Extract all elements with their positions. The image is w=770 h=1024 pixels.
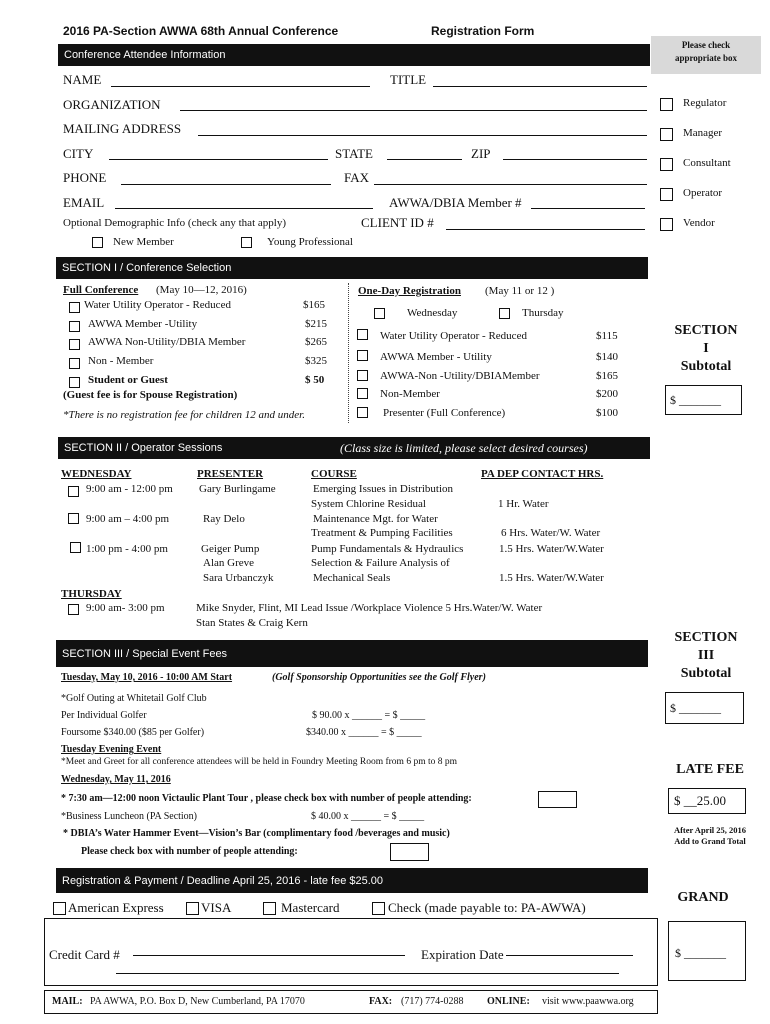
one-day-dates: (May 11 or 12 )	[485, 285, 555, 297]
wednesday-label: Wednesday	[407, 307, 458, 319]
golf-sponsorship-note: (Golf Sponsorship Opportunities see the Golf Flyer)	[272, 672, 486, 683]
full-conference-dates: (May 10—12, 2016)	[156, 284, 247, 296]
guest-fee-note: (Guest fee is for Spouse Registration)	[63, 389, 238, 401]
state-label: STATE	[335, 146, 373, 161]
client-id-label: CLIENT ID #	[361, 215, 434, 230]
payment-bar: Registration & Payment / Deadline April 25, 2016 - late fee $25.00	[56, 868, 648, 893]
conference-title: 2016 PA-Section AWWA 68th Annual Conference	[63, 24, 339, 38]
course-heading: COURSE	[311, 468, 357, 480]
online-url[interactable]: visit www.paawwa.org	[542, 996, 634, 1007]
wednesday-heading: WEDNESDAY	[61, 468, 132, 480]
member-number-label: AWWA/DBIA Member #	[389, 195, 522, 210]
late-fee-value: $ __25.00	[674, 793, 726, 808]
session-3-course-line-2: Selection & Failure Analysis of	[311, 557, 450, 569]
one-item-5-checkbox[interactable]	[357, 407, 368, 418]
role-consultant-checkbox[interactable]	[660, 158, 673, 171]
s3-subtotal-label-1: SECTION	[674, 630, 738, 645]
full-conference-heading: Full Conference	[63, 284, 139, 296]
one-day-heading: One-Day Registration	[358, 285, 461, 297]
new-member-label: New Member	[113, 236, 174, 248]
credit-card-label: Credit Card #	[49, 947, 120, 962]
one-item-5-label: Presenter (Full Conference)	[383, 407, 506, 419]
mail-address: PA AWWA, P.O. Box D, New Cumberland, PA 17070	[90, 996, 305, 1007]
water-hammer-label: * DBIA’s Water Hammer Event—Vision’s Bar (complimentary food /beverages and music)	[63, 828, 450, 839]
one-item-2-label: AWWA Member - Utility	[380, 351, 492, 363]
full-item-3-checkbox[interactable]	[69, 339, 80, 350]
fax-footer-label: FAX:	[369, 996, 393, 1007]
zip-label: ZIP	[471, 146, 491, 161]
role-consultant-label: Consultant	[683, 157, 731, 169]
title-label: TITLE	[390, 72, 427, 87]
s3-subtotal-box[interactable]	[665, 692, 744, 724]
mastercard-label: Mastercard	[281, 900, 340, 915]
one-item-4-label: Non-Member	[380, 388, 440, 400]
session-2-time: 9:00 am – 4:00 pm	[86, 513, 170, 525]
one-item-4-checkbox[interactable]	[357, 388, 368, 399]
session-1-hours: 1 Hr. Water	[498, 498, 549, 510]
session-1-checkbox[interactable]	[68, 486, 79, 497]
name-field[interactable]	[111, 86, 370, 87]
state-field[interactable]	[387, 159, 462, 160]
thursday-checkbox[interactable]	[499, 308, 510, 319]
s1-subtotal-label-2: I	[703, 341, 709, 356]
session-1-presenter: Gary Burlingame	[199, 483, 276, 495]
role-vendor-label: Vendor	[683, 217, 715, 229]
children-note: *There is no registration fee for children 12 and under.	[63, 409, 305, 421]
one-item-1-checkbox[interactable]	[357, 329, 368, 340]
fax-number: (717) 774-0288	[401, 996, 464, 1007]
visa-label: VISA	[201, 900, 232, 915]
credit-card-name-line[interactable]	[116, 973, 619, 974]
mailing-address-field[interactable]	[198, 135, 647, 136]
plant-tour-label: * 7:30 am—12:00 noon Victaulic Plant Tour , please check box with number of people attending:	[61, 793, 472, 804]
full-item-3-label: AWWA Non-Utility/DBIA Member	[88, 336, 246, 348]
session-4-presenters: Stan States & Craig Kern	[196, 617, 308, 629]
full-item-4-price: $325	[305, 355, 327, 367]
session-3-presenter-3: Sara Urbanczyk	[203, 572, 274, 584]
section-1-divider	[348, 283, 349, 423]
s1-subtotal-value: $ _______	[670, 393, 721, 407]
check-note-panel	[651, 36, 761, 74]
per-golfer-label: Per Individual Golfer	[61, 710, 147, 721]
one-item-1-price: $115	[596, 330, 618, 342]
role-regulator-label: Regulator	[683, 97, 727, 109]
late-note-2: Add to Grand Total	[674, 836, 746, 846]
s1-subtotal-label-1: SECTION	[674, 323, 738, 338]
check-payment-label: Check (made payable to: PA-AWWA)	[388, 900, 586, 915]
client-id-field[interactable]	[446, 229, 645, 230]
session-2-hours: 6 Hrs. Water/W. Water	[501, 527, 601, 539]
full-item-1-checkbox[interactable]	[69, 302, 80, 313]
session-2-checkbox[interactable]	[68, 513, 79, 524]
grand-total-label: GRAND	[677, 890, 729, 905]
one-item-2-price: $140	[596, 351, 618, 363]
young-professional-label: Young Professional	[267, 236, 353, 248]
role-operator-label: Operator	[683, 187, 723, 199]
phone-field[interactable]	[121, 184, 331, 185]
full-item-5-label: Student or Guest	[88, 374, 168, 386]
role-vendor-checkbox[interactable]	[660, 218, 673, 231]
session-3-course-line-3: Mechanical Seals	[313, 572, 391, 584]
optional-demographic-label: Optional Demographic Info (check any that apply)	[63, 217, 286, 229]
full-item-1-label: Water Utility Operator - Reduced	[84, 299, 231, 311]
session-3-presenter-2: Alan Greve	[203, 557, 255, 569]
session-4-time: 9:00 am- 3:00 pm	[86, 602, 165, 614]
young-professional-checkbox[interactable]	[241, 237, 252, 248]
water-hammer-check-note: Please check box with number of people attending:	[81, 846, 298, 857]
full-item-5-checkbox[interactable]	[69, 377, 80, 388]
title-field[interactable]	[433, 86, 647, 87]
s1-subtotal-label-3: Subtotal	[680, 359, 732, 374]
check-note-line-1: Please check	[681, 40, 731, 50]
plant-tour-count-box[interactable]	[538, 791, 577, 808]
section-3-bar: SECTION III / Special Event Fees	[56, 640, 648, 667]
late-fee-box	[668, 788, 746, 814]
mailing-address-label: MAILING ADDRESS	[63, 121, 182, 136]
full-item-2-label: AWWA Member -Utility	[88, 318, 198, 330]
per-golfer-calc[interactable]: $ 90.00 x ______ = $ _____	[312, 710, 426, 721]
meet-greet-note: *Meet and Greet for all conference attendees will be held in Foundry Meeting Room from 6 pm to 8 pm	[61, 757, 457, 767]
late-note-1: After April 25, 2016	[673, 825, 747, 835]
city-label: CITY	[63, 146, 94, 161]
attendee-section-bar: Conference Attendee Information	[58, 44, 650, 66]
session-1-time: 9:00 am - 12:00 pm	[86, 483, 173, 495]
section-2-title: SECTION II / Operator Sessions	[64, 442, 223, 454]
one-item-3-checkbox[interactable]	[357, 370, 368, 381]
session-3-hours-2: 1.5 Hrs. Water/W.Water	[499, 572, 604, 584]
role-regulator-checkbox[interactable]	[660, 98, 673, 111]
presenter-heading: PRESENTER	[197, 468, 264, 480]
full-item-1-price: $165	[303, 299, 325, 311]
email-field[interactable]	[115, 208, 373, 209]
email-label: EMAIL	[63, 195, 105, 210]
online-label: ONLINE:	[487, 996, 530, 1007]
expiration-date-label: Expiration Date	[421, 947, 504, 962]
session-3-presenter-1: Geiger Pump	[201, 543, 260, 555]
new-member-checkbox[interactable]	[92, 237, 103, 248]
amex-label: American Express	[68, 900, 164, 915]
late-fee-label: LATE FEE	[676, 762, 744, 777]
s3-subtotal-label-3: Subtotal	[680, 666, 732, 681]
full-item-2-price: $215	[305, 318, 327, 330]
credit-card-panel	[44, 918, 658, 986]
grand-total-box[interactable]	[668, 921, 746, 981]
organization-label: ORGANIZATION	[63, 97, 161, 112]
foursome-calc[interactable]: $340.00 x ______ = $ _____	[306, 727, 422, 738]
mail-label: MAIL:	[52, 996, 83, 1007]
organization-field[interactable]	[180, 110, 647, 111]
phone-label: PHONE	[63, 170, 107, 185]
tuesday-evening-heading: Tuesday Evening Event	[61, 744, 162, 755]
golf-heading: Tuesday, May 10, 2016 - 10:00 AM Start	[61, 672, 233, 683]
thursday-heading: THURSDAY	[61, 588, 122, 600]
member-number-field[interactable]	[531, 208, 645, 209]
visa-checkbox[interactable]	[186, 902, 199, 915]
form-title: Registration Form	[431, 24, 535, 38]
one-item-4-price: $200	[596, 388, 618, 400]
check-payment-checkbox[interactable]	[372, 902, 385, 915]
luncheon-label: *Business Luncheon (PA Section)	[61, 811, 198, 822]
wednesday-checkbox[interactable]	[374, 308, 385, 319]
city-field[interactable]	[109, 159, 328, 160]
one-item-3-price: $165	[596, 370, 618, 382]
check-note-line-2: appropriate box	[674, 53, 738, 63]
contact-hours-heading: PA DEP CONTACT HRS.	[481, 468, 604, 480]
session-3-course-line-1: Pump Fundamentals & Hydraulics	[311, 543, 464, 555]
role-operator-checkbox[interactable]	[660, 188, 673, 201]
luncheon-calc[interactable]: $ 40.00 x ______ = $ _____	[311, 811, 425, 822]
credit-card-field[interactable]	[133, 955, 405, 956]
expiration-date-field[interactable]	[506, 955, 633, 956]
thursday-label: Thursday	[522, 307, 564, 319]
s3-subtotal-label-2: III	[697, 648, 715, 663]
section-2-note: (Class size is limited, please select desired courses)	[340, 440, 588, 455]
water-hammer-count-box[interactable]	[390, 843, 429, 861]
fax-field[interactable]	[374, 184, 647, 185]
mastercard-checkbox[interactable]	[263, 902, 276, 915]
session-1-course-line-1: Emerging Issues in Distribution	[313, 483, 454, 495]
session-2-presenter: Ray Delo	[203, 513, 245, 525]
one-item-3-label: AWWA-Non -Utility/DBIAMember	[380, 370, 540, 382]
full-item-5-price: $ 50	[305, 374, 325, 386]
one-item-1-label: Water Utility Operator - Reduced	[380, 330, 527, 342]
full-item-4-label: Non - Member	[88, 355, 154, 367]
wednesday-events-heading: Wednesday, May 11, 2016	[61, 774, 171, 785]
session-1-course-line-2: System Chlorine Residual	[311, 498, 426, 510]
s1-subtotal-box[interactable]	[665, 385, 742, 415]
one-item-2-checkbox[interactable]	[357, 350, 368, 361]
one-item-5-price: $100	[596, 407, 618, 419]
section-2-bar	[58, 437, 650, 459]
full-item-2-checkbox[interactable]	[69, 321, 80, 332]
role-manager-checkbox[interactable]	[660, 128, 673, 141]
role-manager-label: Manager	[683, 127, 723, 139]
grand-total-value: $ _______	[675, 946, 726, 960]
s3-subtotal-value: $ _______	[670, 701, 721, 715]
zip-field[interactable]	[503, 159, 647, 160]
session-2-course-line-1: Maintenance Mgt. for Water	[313, 513, 438, 525]
fax-label: FAX	[344, 170, 370, 185]
section-1-bar: SECTION I / Conference Selection	[56, 257, 648, 279]
session-4-details: Mike Snyder, Flint, MI Lead Issue /Workplace Violence 5 Hrs.Water/W. Water	[196, 602, 543, 614]
full-item-4-checkbox[interactable]	[69, 358, 80, 369]
session-4-checkbox[interactable]	[68, 604, 79, 615]
golf-outing-label: *Golf Outing at Whitetail Golf Club	[61, 693, 207, 704]
session-3-hours: 1.5 Hrs. Water/W.Water	[499, 543, 604, 555]
foursome-label: Foursome $340.00 ($85 per Golfer)	[61, 727, 205, 738]
full-item-3-price: $265	[305, 336, 327, 348]
amex-checkbox[interactable]	[53, 902, 66, 915]
session-3-checkbox[interactable]	[70, 542, 81, 553]
session-3-time: 1:00 pm - 4:00 pm	[86, 543, 168, 555]
name-label: NAME	[63, 72, 102, 87]
session-2-course-line-2: Treatment & Pumping Facilities	[311, 527, 453, 539]
